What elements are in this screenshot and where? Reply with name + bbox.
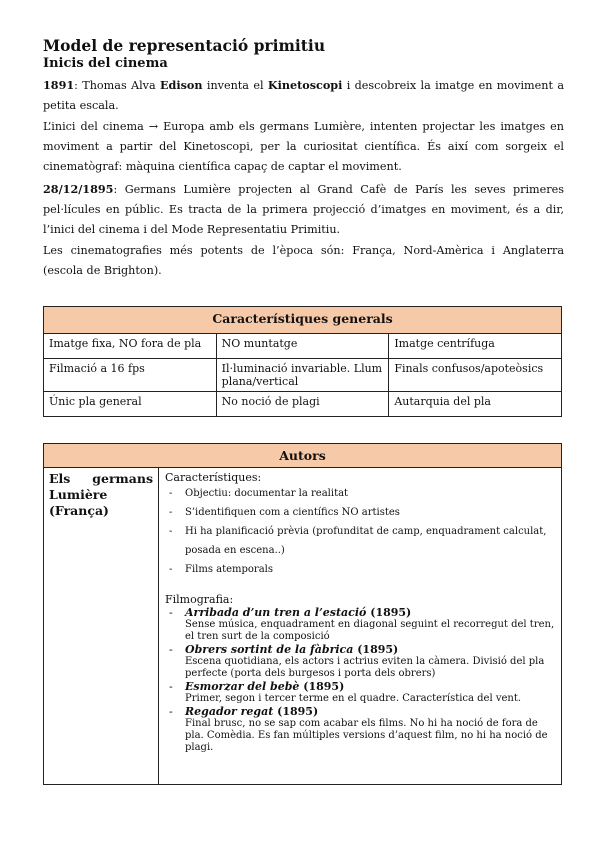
film-title: Esmorzar del bebè xyxy=(185,680,300,693)
cell: Finals confusos/apoteòsics xyxy=(389,359,562,392)
p1-text-b: inventa el xyxy=(202,79,268,92)
cell: Filmació a 16 fps xyxy=(44,359,217,392)
film-year: (1895) xyxy=(366,606,412,619)
film-item xyxy=(185,606,556,643)
page-title: Model de representació primitiu xyxy=(43,36,326,55)
author-name xyxy=(44,468,159,785)
author-name-3: (França) xyxy=(49,503,109,518)
date-1891: 1891 xyxy=(43,78,75,92)
film-item xyxy=(185,705,556,754)
authors-table xyxy=(43,443,562,785)
filmo-label: Filmografia: xyxy=(165,593,234,606)
cell: Il·luminació invariable. Llum plana/vertical xyxy=(216,359,389,392)
p1-text-a: : Thomas Alva xyxy=(74,79,161,92)
general-characteristics-table xyxy=(43,306,562,417)
cell: No noció de plagi xyxy=(216,392,389,417)
film-title: Regador regat xyxy=(185,705,274,718)
author-name-2: Lumière xyxy=(49,487,108,502)
cell: Imatge fixa, NO fora de pla xyxy=(44,334,217,359)
film-title: Arribada d’un tren a l’estació xyxy=(185,606,367,619)
list-item: - S’identifiquen com a científics NO artistes xyxy=(185,503,556,522)
date-1895: 28/12/1895 xyxy=(43,182,114,196)
paragraph-1895 xyxy=(43,179,564,240)
film-title: Obrers sortint de la fàbrica xyxy=(185,643,354,656)
author-name-1: Els germans xyxy=(49,471,153,486)
film-year: (1895) xyxy=(299,680,345,693)
cell: NO muntatge xyxy=(216,334,389,359)
characteristics-list xyxy=(165,484,556,579)
p3-text: : Germans Lumière projecten al Grand Cafè de París les seves primeres pel·lícules en públic. Es tracta de la primera projecció d’imatges en moviment, és a dir, l’inici del cinema i del Mode Representatiu Primitiu. xyxy=(43,183,564,236)
edison: Edison xyxy=(160,78,203,92)
cell: Imatge centrífuga xyxy=(389,334,562,359)
film-item xyxy=(185,680,556,705)
film-desc: Final brusc, no se sap com acabar els films. No hi ha noció de fora de pla. Comèdia. Es fan múltiples versions d’aquest film, no hi ha noció de plagi. xyxy=(185,718,548,753)
paragraph-1891 xyxy=(43,75,564,116)
film-desc: Primer, segon i tercer terme en el quadre. Característica del vent. xyxy=(185,693,522,704)
film-year: (1895) xyxy=(353,643,399,656)
film-item xyxy=(185,643,556,680)
film-desc: Escena quotidiana, els actors i actrius eviten la càmera. Divisió del pla perfecte (porta dels burgesos i porta dels obrers) xyxy=(185,656,545,679)
section-subtitle: Inicis del cinema xyxy=(43,56,168,71)
char-label: Característiques: xyxy=(165,471,262,484)
cell: Autarquia del pla xyxy=(389,392,562,417)
list-item: - Films atemporals xyxy=(185,560,556,579)
general-header: Característiques generals xyxy=(44,307,562,334)
film-desc: Sense música, enquadrament en diagonal seguint el recorregut del tren, el tren surt de la composició xyxy=(185,619,555,642)
film-year: (1895) xyxy=(273,705,319,718)
author-details xyxy=(159,468,562,785)
kinetoscopi: Kinetoscopi xyxy=(267,78,343,92)
list-item: - Objectiu: documentar la realitat xyxy=(185,484,556,503)
p1-text-c: i descobreix la imatge en moviment a petita escala. xyxy=(43,79,564,112)
filmography-list xyxy=(165,606,556,754)
cell: Únic pla general xyxy=(44,392,217,417)
authors-header: Autors xyxy=(44,444,562,468)
paragraph-lumiere: L’inici del cinema → Europa amb els germans Lumière, intenten projectar les imatges en moviment a partir del Kinetoscopi, per la curiositat científica. És així com sorgeix el cinematògraf: màquina científica capaç de captar el moviment. xyxy=(43,120,564,173)
paragraph-cinematografies: Les cinematografies més potents de l’època són: França, Nord-Amèrica i Anglaterra (escola de Brighton). xyxy=(43,244,564,277)
list-item: - Hi ha planificació prèvia (profunditat de camp, enquadrament calculat, posada en escena..) xyxy=(185,522,556,560)
